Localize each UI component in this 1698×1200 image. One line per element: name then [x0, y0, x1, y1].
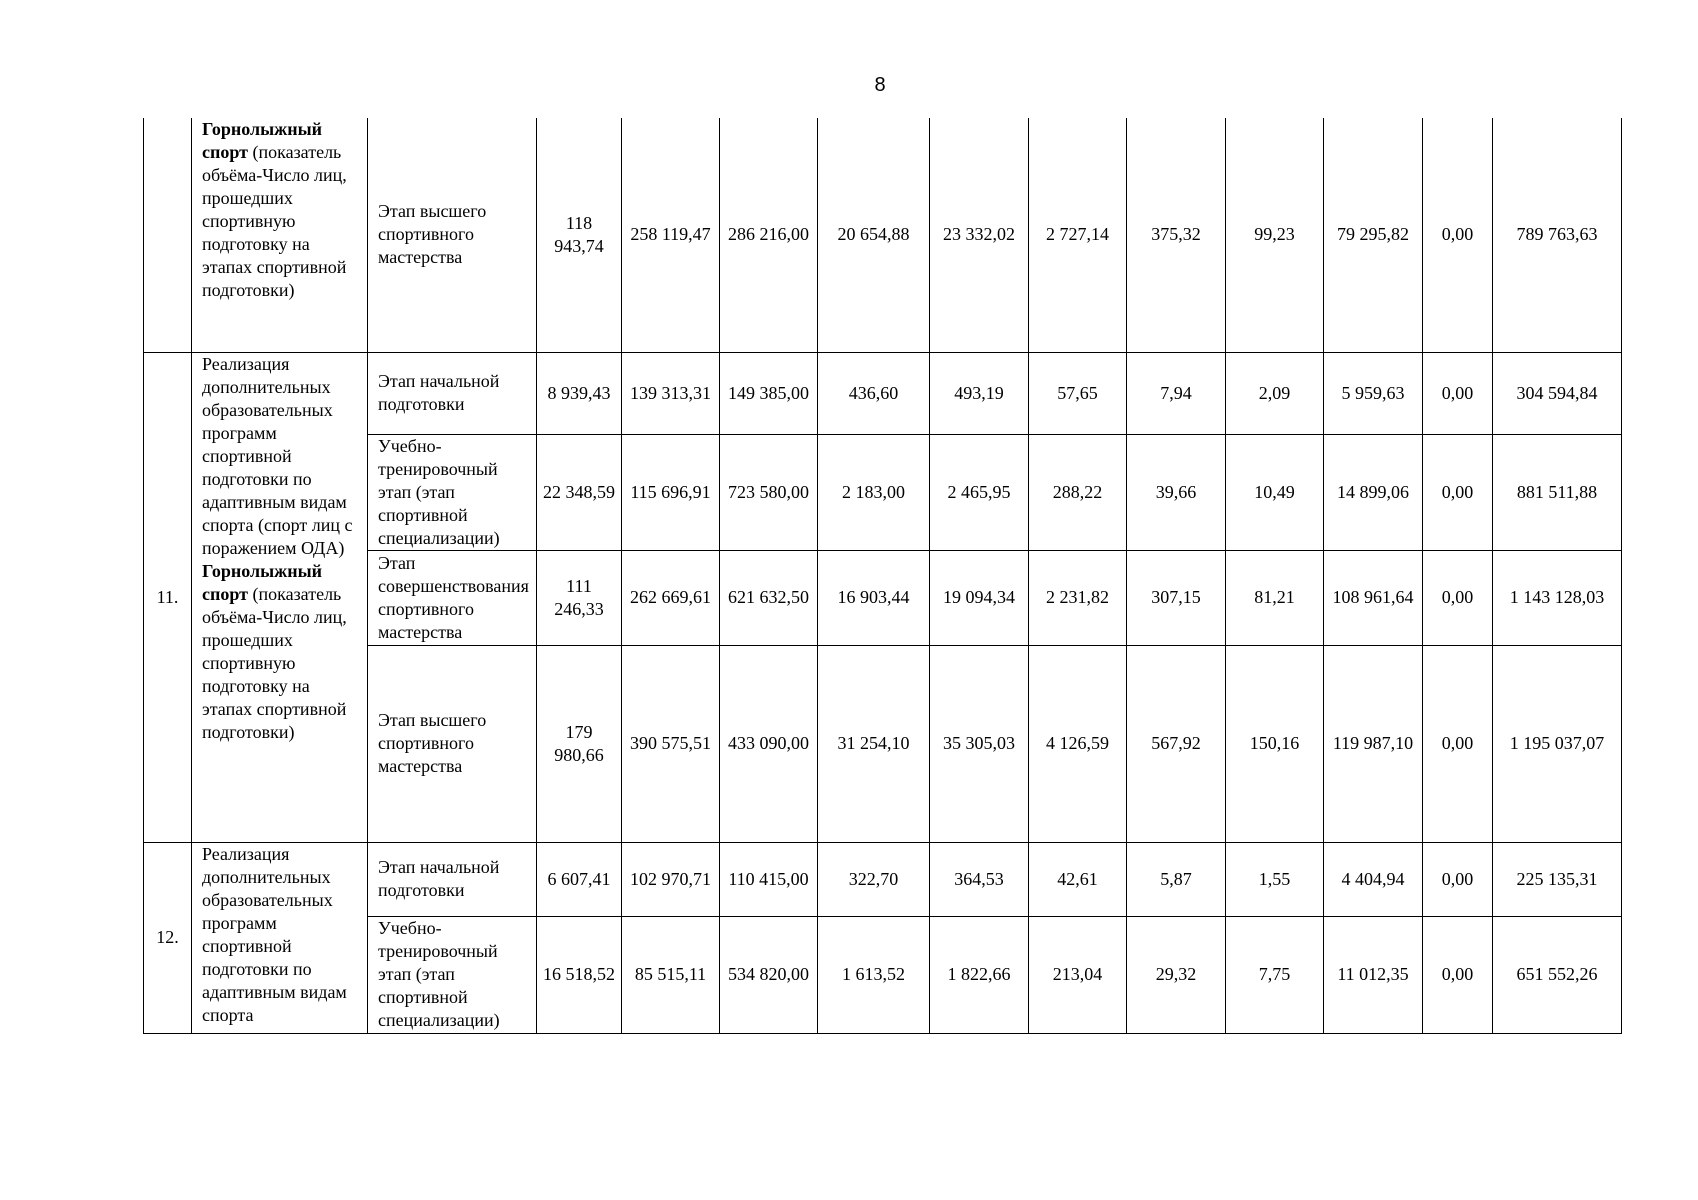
value-cell: 16 903,44 — [818, 550, 930, 645]
value-cell: 1 143 128,03 — [1493, 550, 1622, 645]
value-cell: 493,19 — [930, 352, 1029, 434]
value-cell: 79 295,82 — [1324, 118, 1423, 352]
value-cell: 304 594,84 — [1493, 352, 1622, 434]
value-cell: 179 980,66 — [537, 645, 622, 842]
value-cell: 789 763,63 — [1493, 118, 1622, 352]
value-cell: 322,70 — [818, 842, 930, 916]
row-number — [144, 118, 192, 352]
value-cell: 110 415,00 — [720, 842, 818, 916]
value-cell: 2 183,00 — [818, 434, 930, 550]
value-cell: 364,53 — [930, 842, 1029, 916]
stage-name: Этап высшего спортивного мастерства — [368, 645, 537, 842]
program-title: Реализация дополнительных образовательных программ спортивной подготовки по адаптивным видам спорта (спорт лиц с поражением ОДА) — [202, 353, 353, 558]
value-cell: 1,55 — [1226, 842, 1324, 916]
page-number: 8 — [874, 74, 886, 96]
row-number: 11. — [144, 352, 192, 842]
value-cell: 35 305,03 — [930, 645, 1029, 842]
value-cell: 42,61 — [1029, 842, 1127, 916]
value-cell: 23 332,02 — [930, 118, 1029, 352]
value-cell: 8 939,43 — [537, 352, 622, 434]
table-row — [144, 352, 1622, 434]
value-cell: 286 216,00 — [720, 118, 818, 352]
value-cell: 390 575,51 — [622, 645, 720, 842]
value-cell: 118 943,74 — [537, 118, 622, 352]
value-cell: 16 518,52 — [537, 916, 622, 1033]
value-cell: 0,00 — [1423, 118, 1493, 352]
value-cell: 19 094,34 — [930, 550, 1029, 645]
value-cell: 881 511,88 — [1493, 434, 1622, 550]
value-cell: 111 246,33 — [537, 550, 622, 645]
value-cell: 621 632,50 — [720, 550, 818, 645]
value-cell: 149 385,00 — [720, 352, 818, 434]
value-cell: 11 012,35 — [1324, 916, 1423, 1033]
value-cell: 1 613,52 — [818, 916, 930, 1033]
value-cell: 10,49 — [1226, 434, 1324, 550]
value-cell: 14 899,06 — [1324, 434, 1423, 550]
value-cell: 5 959,63 — [1324, 352, 1423, 434]
value-cell: 6 607,41 — [537, 842, 622, 916]
volume-indicator: (показатель объёма-Число лиц, прошедших спортивную подготовку на этапах спортивной подготовки) — [202, 142, 347, 300]
table-row — [144, 842, 1622, 916]
sport-name: Горнолыжный спорт — [202, 119, 323, 162]
value-cell: 22 348,59 — [537, 434, 622, 550]
value-cell: 0,00 — [1423, 645, 1493, 842]
value-cell: 262 669,61 — [622, 550, 720, 645]
value-cell: 1 195 037,07 — [1493, 645, 1622, 842]
program-title: Реализация дополнительных образовательных программ спортивной подготовки по адаптивным видам спорта — [202, 843, 347, 1025]
value-cell: 2 231,82 — [1029, 550, 1127, 645]
value-cell: 213,04 — [1029, 916, 1127, 1033]
value-cell: 436,60 — [818, 352, 930, 434]
table-row — [144, 118, 1622, 352]
value-cell: 0,00 — [1423, 352, 1493, 434]
value-cell: 651 552,26 — [1493, 916, 1622, 1033]
stage-name: Учебно-тренировочный этап (этап спортивной специализации) — [368, 916, 537, 1033]
value-cell: 108 961,64 — [1324, 550, 1423, 645]
stage-name: Этап начальной подготовки — [368, 842, 537, 916]
value-cell: 567,92 — [1127, 645, 1226, 842]
value-cell: 723 580,00 — [720, 434, 818, 550]
value-cell: 0,00 — [1423, 842, 1493, 916]
sport-name: Горнолыжный спорт — [202, 560, 323, 604]
value-cell: 0,00 — [1423, 550, 1493, 645]
value-cell: 115 696,91 — [622, 434, 720, 550]
value-cell: 1 822,66 — [930, 916, 1029, 1033]
value-cell: 4 126,59 — [1029, 645, 1127, 842]
value-cell: 39,66 — [1127, 434, 1226, 550]
cost-table — [143, 118, 1622, 1034]
value-cell: 57,65 — [1029, 352, 1127, 434]
value-cell: 2 465,95 — [930, 434, 1029, 550]
value-cell: 7,75 — [1226, 916, 1324, 1033]
value-cell: 85 515,11 — [622, 916, 720, 1033]
value-cell: 4 404,94 — [1324, 842, 1423, 916]
value-cell: 150,16 — [1226, 645, 1324, 842]
value-cell: 225 135,31 — [1493, 842, 1622, 916]
stage-name: Этап начальной подготовки — [368, 352, 537, 434]
value-cell: 102 970,71 — [622, 842, 720, 916]
value-cell: 0,00 — [1423, 434, 1493, 550]
value-cell: 2,09 — [1226, 352, 1324, 434]
stage-name: Этап совершенствования спортивного мастерства — [368, 550, 537, 645]
volume-indicator: (показатель объёма-Число лиц, прошедших спортивную подготовку на этапах спортивной подготовки) — [202, 583, 347, 742]
value-cell: 99,23 — [1226, 118, 1324, 352]
value-cell: 0,00 — [1423, 916, 1493, 1033]
value-cell: 20 654,88 — [818, 118, 930, 352]
program-name — [192, 842, 368, 1033]
row-number: 12. — [144, 842, 192, 1033]
value-cell: 119 987,10 — [1324, 645, 1423, 842]
value-cell: 288,22 — [1029, 434, 1127, 550]
value-cell: 139 313,31 — [622, 352, 720, 434]
stage-name: Учебно-тренировочный этап (этап спортивной специализации) — [368, 434, 537, 550]
program-name — [192, 118, 368, 352]
value-cell: 29,32 — [1127, 916, 1226, 1033]
value-cell: 433 090,00 — [720, 645, 818, 842]
value-cell: 534 820,00 — [720, 916, 818, 1033]
stage-name: Этап высшего спортивного мастерства — [368, 118, 537, 352]
value-cell: 31 254,10 — [818, 645, 930, 842]
value-cell: 5,87 — [1127, 842, 1226, 916]
value-cell: 375,32 — [1127, 118, 1226, 352]
value-cell: 258 119,47 — [622, 118, 720, 352]
value-cell: 2 727,14 — [1029, 118, 1127, 352]
value-cell: 81,21 — [1226, 550, 1324, 645]
value-cell: 307,15 — [1127, 550, 1226, 645]
value-cell: 7,94 — [1127, 352, 1226, 434]
program-name — [192, 352, 368, 842]
